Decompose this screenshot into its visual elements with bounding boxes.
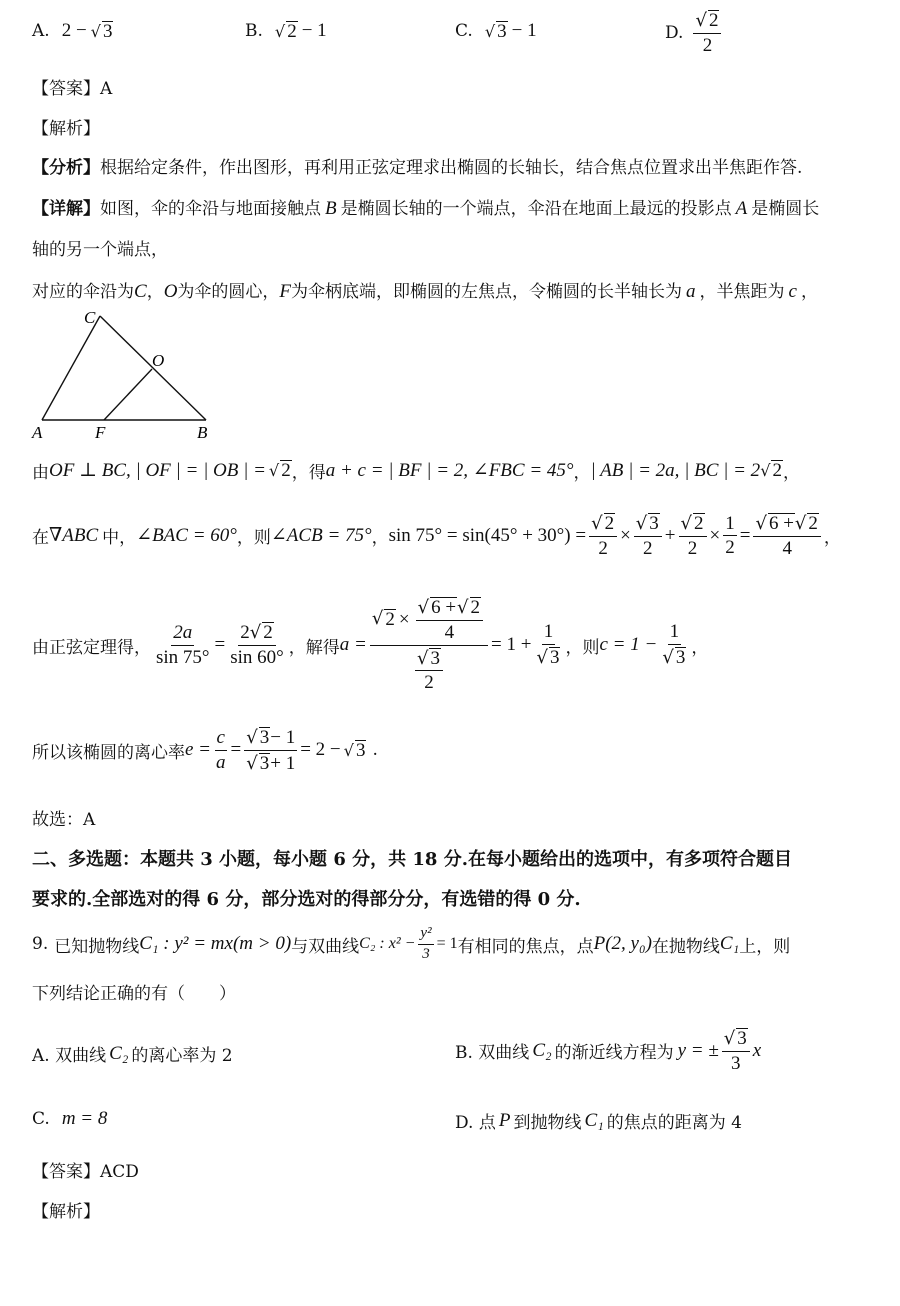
fraction <box>723 514 737 559</box>
prev-option-c <box>455 20 537 42</box>
radicand: 2 <box>604 513 615 534</box>
paragraph-text: 由正弦定理得， <box>32 637 151 658</box>
math-expr: = 1 <box>436 935 458 953</box>
math-expr: OF ⊥ BC, | OF | = | OB | = <box>49 460 266 481</box>
paragraph-text: 上，则 <box>739 936 791 957</box>
tag: 【详解】 <box>32 199 100 219</box>
radicand: 3 <box>259 752 270 774</box>
numerator: y² <box>418 926 433 945</box>
variable: a <box>686 281 696 302</box>
paragraph-text: 有相同的焦点，点 <box>457 936 594 957</box>
option-text: C. <box>32 1109 50 1129</box>
option-expr: − 1 <box>301 20 327 41</box>
fraction: $\frac{1}{√ 3}$ <box>662 621 686 668</box>
equation-line-8 <box>32 513 841 559</box>
label-C: C <box>84 308 96 327</box>
math-expr: C₁ : y² = mx(m > 0) <box>139 933 292 955</box>
fraction: $\frac{√ 6 +√ 2}{4}$ <box>416 597 483 643</box>
segment-AC <box>42 316 100 420</box>
radicand: 2 <box>772 460 782 482</box>
denominator: sin 75° <box>156 646 210 668</box>
punctuation: ， <box>146 282 164 302</box>
prev-option-a <box>32 20 113 42</box>
radicand: 3 <box>737 1028 747 1049</box>
paragraph-text: 中， <box>102 528 137 549</box>
math-expr: = 2 − <box>300 739 341 761</box>
punctuation: ， <box>823 528 841 549</box>
option-text: A. 双曲线 <box>32 1046 107 1066</box>
denominator: 4 <box>782 537 792 559</box>
option-expr: − 1 <box>511 20 537 41</box>
operator: + <box>664 524 676 546</box>
fraction: $\frac{√ 6 +√ 2}{4}$ <box>753 513 820 559</box>
numerator: 1 <box>542 622 556 645</box>
section-heading-line-1: 二、多选题：本题共 3 小题，每小题 6 分，共 18 分.在每小题给出的选项中，有多项符合题目 <box>32 849 792 870</box>
radical-icon: √ <box>268 461 280 480</box>
radicand: 2 <box>694 513 704 534</box>
math-expr: P <box>498 1109 511 1131</box>
q9-option-a <box>32 1041 233 1066</box>
operator: = <box>230 739 242 761</box>
radical-icon: √ <box>343 740 354 760</box>
radicand: 2 <box>808 513 818 534</box>
punctuation: . <box>372 740 378 761</box>
math-expr: C₂ <box>532 1039 552 1061</box>
q9-option-c <box>32 1108 107 1130</box>
denominator-tail: + 1 <box>270 752 296 774</box>
math-expr: a + c = | BF | = 2, ∠FBC = 45° <box>325 460 574 481</box>
paragraph-text: 与双曲线 <box>291 936 360 957</box>
math-expr: ∇ABC <box>49 525 99 547</box>
question-9-line-2: 下列结论正确的有（ ） <box>32 984 236 1004</box>
numerator: 2a <box>171 623 194 646</box>
math-expr: | AB | = 2a, | BC | = 2 <box>590 459 761 481</box>
paragraph-text: 在抛物线 <box>651 936 720 957</box>
option-text: B. 双曲线 <box>455 1043 530 1064</box>
fraction <box>154 623 212 668</box>
detail-line-2: 轴的另一个端点， <box>32 240 168 260</box>
detail-line-1 <box>32 194 819 220</box>
option-expr: 2 − <box>61 20 87 41</box>
denominator: 2 <box>424 672 434 694</box>
math-expr: C₂ : x² − <box>359 935 416 953</box>
radicand: 3 <box>259 727 270 748</box>
punctuation: ， <box>800 282 818 302</box>
math-expr: ∠ACB = 75° <box>270 525 372 547</box>
fraction: $\frac{√ 3}{2}$ <box>634 513 662 559</box>
denominator: 2 <box>725 537 735 559</box>
point-label: B <box>325 198 337 219</box>
operator: = <box>214 634 226 655</box>
fraction: $\frac{1}{√ 3}$ <box>536 621 560 668</box>
question-number: 9. <box>32 934 49 955</box>
option-label: C. <box>455 21 473 41</box>
paragraph-text: ，得 <box>291 463 326 483</box>
fraction: $\frac{√ 2}{2}$ <box>679 513 707 559</box>
radicand: 3 <box>649 513 659 534</box>
radicand: 3 <box>102 20 113 42</box>
compound-fraction: √ 2 × $\frac{√ 6 +√ 2}{4}$ $\frac{√ 3}{2}$ <box>370 597 488 694</box>
analysis-label: 【解析】 <box>32 119 100 139</box>
fraction: $\frac{√ 2}{2}$ <box>693 10 721 56</box>
denominator: 2 <box>643 537 653 559</box>
radicand: 6 + <box>768 513 794 534</box>
punctuation: ， <box>371 528 389 549</box>
equation-line-9 <box>32 590 708 700</box>
point-label: C <box>134 281 147 302</box>
math-expr: sin 75° = sin(45° + 30°) = <box>388 524 587 546</box>
option-label: D. <box>665 22 684 43</box>
math-expr: m = 8 <box>61 1108 108 1129</box>
paragraph-text: 为伞的圆心， <box>177 282 280 302</box>
denominator: 2 <box>702 34 713 56</box>
radical-icon: √ <box>484 21 496 41</box>
radicand: 2 <box>287 20 297 42</box>
option-label: A. <box>32 21 50 41</box>
denominator: 2 <box>687 537 698 559</box>
paragraph-text: ，解得 <box>288 637 340 658</box>
radical-icon: √ <box>90 21 101 41</box>
denominator: 3 <box>731 1052 741 1074</box>
option-text: 的渐近线方程为 <box>554 1043 674 1064</box>
fraction: $\frac{2√ 2}{\sin 60^\circ}$ <box>230 622 284 668</box>
paragraph-text: 是椭圆长 <box>751 199 820 219</box>
operator: × <box>709 524 721 546</box>
point-label: A <box>735 198 748 219</box>
equation-line-7 <box>32 458 800 483</box>
option-text: D. 点 <box>455 1113 496 1133</box>
math-expr: ∠BAC = 60° <box>136 525 237 547</box>
math-expr: = 1 + <box>491 634 532 655</box>
radicand: 2 <box>263 622 273 644</box>
fraction <box>214 728 228 773</box>
answer-label-2: 【答案】ACD <box>32 1162 139 1182</box>
coefficient: 2 <box>240 622 250 644</box>
option-text: 的焦点的距离为 4 <box>606 1113 742 1133</box>
numerator: 1 <box>668 622 682 645</box>
fraction <box>418 926 433 963</box>
answer-label: 【答案】A <box>32 79 113 99</box>
paragraph-text: 为伞柄底端，即椭圆的左焦点，令椭圆的长半轴长为 <box>291 282 683 302</box>
label-A: A <box>32 423 43 442</box>
radicand: 2 <box>281 460 291 482</box>
label-B: B <box>197 423 208 442</box>
variable: c <box>788 281 797 302</box>
q9-option-b <box>455 1028 761 1074</box>
math-expr: C₁ <box>719 933 740 955</box>
section-heading-line-2: 要求的.全部选对的得 6 分，部分选对的得部分分，有选错的得 0 分. <box>32 889 581 910</box>
radicand: 3 <box>549 647 560 668</box>
radical-icon: √ <box>760 461 771 480</box>
denominator: 3 <box>422 945 430 962</box>
numerator-tail: − 1 <box>270 727 296 748</box>
paragraph-text: 是椭圆长轴的一个端点，伞沿在地面上最远的投影点 <box>340 199 732 219</box>
denominator: 2 <box>598 537 608 559</box>
operator: × <box>620 524 631 546</box>
analysis-label-2: 【解析】 <box>32 1202 100 1222</box>
label-F: F <box>95 423 106 442</box>
paragraph-text: 对应的伞沿为 <box>32 282 134 302</box>
triangle-diagram <box>28 306 228 444</box>
radicand: 3 <box>430 647 440 669</box>
math-expr: e = <box>185 739 212 761</box>
radicand: 3 <box>497 20 507 42</box>
q9-option-d <box>455 1108 742 1133</box>
punctuation: ， <box>573 463 591 483</box>
numerator: c <box>215 728 227 751</box>
radicand: 6 + <box>431 596 457 618</box>
paragraph-text: 在 <box>32 528 49 549</box>
radicand: 2 <box>470 596 481 618</box>
denominator: 4 <box>444 621 455 643</box>
math-expr: c = 1 − <box>599 634 658 655</box>
math-expr: x <box>752 1039 762 1061</box>
choose-answer: 故选：A <box>32 810 96 830</box>
fraction: $\frac{√ 2}{2}$ <box>589 513 617 559</box>
analysis-summary <box>32 153 802 178</box>
fraction: $\frac{√ 3}{2}$ <box>415 648 443 694</box>
paragraph-text: ，则 <box>565 637 600 658</box>
paragraph-text: 根据给定条件，作出图形，再利用正弦定理求出椭圆的长轴长，结合焦点位置求出半焦距作答. <box>100 158 803 178</box>
radical-icon: √ <box>274 21 286 41</box>
radicand: 3 <box>355 739 366 761</box>
point-label: O <box>163 281 178 302</box>
math-expr: C₂ <box>109 1042 129 1064</box>
denominator: a <box>216 751 226 773</box>
denominator: sin 60° <box>230 647 284 668</box>
math-expr: C₁ <box>584 1109 604 1131</box>
option-text: 到抛物线 <box>513 1113 582 1133</box>
paragraph-text: 如图，伞的伞沿与地面接触点 <box>100 199 321 219</box>
math-expr: P(2, y₀) <box>593 933 652 955</box>
point-label: F <box>279 281 292 302</box>
math-expr: a = <box>339 634 367 655</box>
equation-line-10 <box>32 727 378 774</box>
paragraph-text: ，则 <box>236 528 271 549</box>
question-9-line-1 <box>32 926 790 963</box>
operator: = <box>739 524 751 546</box>
detail-line-3 <box>32 277 818 303</box>
fraction: $\frac{√ 3}{3}$ <box>722 1028 750 1074</box>
radicand: 2 <box>708 10 719 31</box>
numerator: 1 <box>723 514 737 537</box>
paragraph-text: ，半焦距为 <box>699 282 785 302</box>
label-O: O <box>152 351 165 370</box>
tag: 【分析】 <box>32 158 100 178</box>
math-expr: y = ± <box>677 1039 719 1061</box>
fraction: $\frac{√ 3- 1}{√ 3+ 1}$ <box>246 727 296 774</box>
prev-option-d <box>665 10 724 56</box>
paragraph-text: 所以该椭圆的离心率 <box>32 742 185 763</box>
paragraph-text: 已知抛物线 <box>54 936 140 957</box>
punctuation: ， <box>691 637 709 658</box>
paragraph-text: 由 <box>32 463 49 483</box>
operator: × <box>398 608 410 630</box>
option-text: 的离心率为 2 <box>131 1046 233 1066</box>
radicand: 2 <box>385 609 395 631</box>
punctuation: ， <box>782 463 800 483</box>
segment-FO <box>104 369 152 420</box>
option-label: B. <box>245 21 263 41</box>
radicand: 3 <box>675 647 686 668</box>
prev-option-b <box>245 20 327 42</box>
